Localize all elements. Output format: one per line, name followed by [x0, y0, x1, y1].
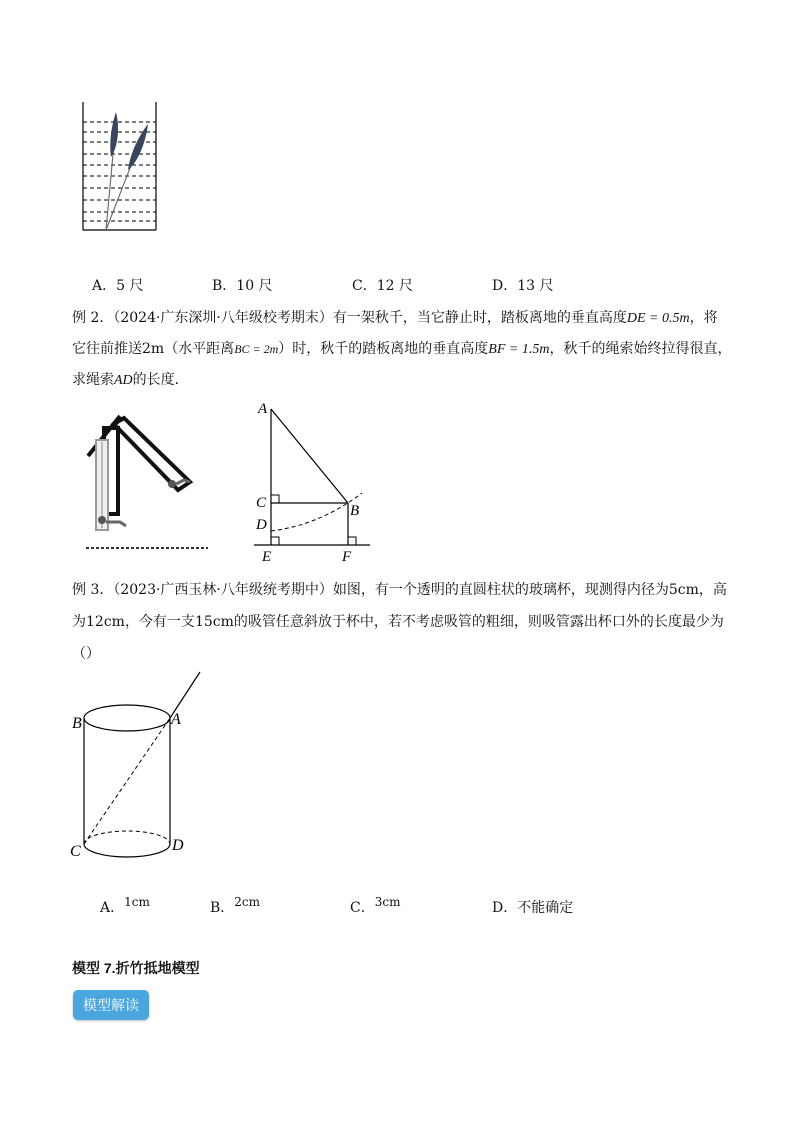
- ex2-text: ，秋千的绳索始终拉得很直，: [549, 341, 732, 357]
- label-b: B: [72, 715, 82, 732]
- ex3-line-3: （）: [72, 646, 100, 662]
- label-a: A: [171, 711, 181, 728]
- q1-option-a: A．5 尺: [92, 278, 144, 294]
- ex2-math-bf: BF = 1.5m: [488, 342, 550, 357]
- ex2-line-2: [72, 339, 731, 360]
- label-f: F: [342, 549, 352, 565]
- option-value: 不能确定: [517, 900, 574, 916]
- ex2-math-de: DE = 0.5m: [626, 311, 690, 326]
- ex2-math-ad: AD: [114, 373, 133, 388]
- label-b: B: [350, 503, 360, 519]
- ex2-text: 它往前推送: [72, 341, 142, 357]
- label-c: C: [256, 495, 267, 511]
- ex2-math-2m: 2m: [142, 341, 165, 357]
- label-d: D: [172, 837, 184, 854]
- cylinder-figure: [66, 668, 216, 868]
- reed-pond-figure: [80, 102, 165, 234]
- ex3-text: 例 3．（2023·广西玉林·八年级统考期中）如图，有一个透明的直圆柱状的玻璃杯，现测得内径为: [72, 582, 669, 598]
- ex2-text: （水平距离: [164, 341, 235, 357]
- label-a: A: [258, 401, 268, 417]
- ex2-line-3: [72, 370, 189, 391]
- ex2-text: 例 2．（2024·广东深圳·八年级校考期末）有一架秋千，当它静止时，踏板离地的垂直高度: [72, 310, 627, 326]
- ex2-math-bc: BC = 2m: [234, 342, 279, 356]
- option-letter: A．: [100, 900, 125, 916]
- ex2-line-1: [72, 308, 718, 329]
- ex3-text: ，高: [698, 582, 727, 598]
- label-e: E: [262, 549, 272, 565]
- ex2-text: ）时，秋千的踏板离地的垂直高度: [278, 341, 489, 357]
- q1-option-c: C．12 尺: [352, 278, 413, 294]
- ex3-line-1: [72, 580, 727, 600]
- ex3-math-12cm: 12cm: [86, 614, 125, 630]
- ex3-text: ，今有一支: [124, 614, 195, 630]
- ex3-text: 的吸管任意斜放于杯中，若不考虑吸管的粗细，则吸管露出杯口外的长度最少为: [233, 614, 724, 630]
- option-letter: B．: [210, 900, 235, 916]
- ex3-text: 为: [72, 614, 86, 630]
- label-d: D: [256, 517, 267, 533]
- swing-geometry-figure: [250, 395, 380, 565]
- ex3-option-d: [492, 898, 573, 918]
- ex3-math-5cm: 5cm: [668, 582, 699, 598]
- ex3-option-b: [210, 895, 261, 918]
- ex2-text: 的长度．: [132, 372, 189, 388]
- ex3-option-a: [100, 895, 150, 918]
- section-heading: 模型 7.折竹抵地模型: [72, 960, 200, 976]
- ex3-line-2: [72, 612, 724, 632]
- swing-illustration: [84, 412, 214, 552]
- option-letter: C．: [350, 900, 375, 916]
- option-letter: D．: [492, 900, 518, 916]
- q1-option-d: D．13 尺: [492, 278, 554, 294]
- option-value: 1cm: [124, 895, 150, 909]
- option-value: 2cm: [234, 895, 261, 909]
- ex3-option-c: [350, 895, 401, 918]
- label-c: C: [70, 843, 81, 860]
- ex2-text: ，将: [689, 310, 718, 326]
- ex2-text: 求绳索: [72, 372, 114, 388]
- model-reading-badge: 模型解读: [73, 990, 149, 1020]
- ex3-math-15cm: 15cm: [194, 614, 234, 630]
- option-value: 3cm: [374, 895, 401, 909]
- q1-option-b: B．10 尺: [212, 278, 273, 294]
